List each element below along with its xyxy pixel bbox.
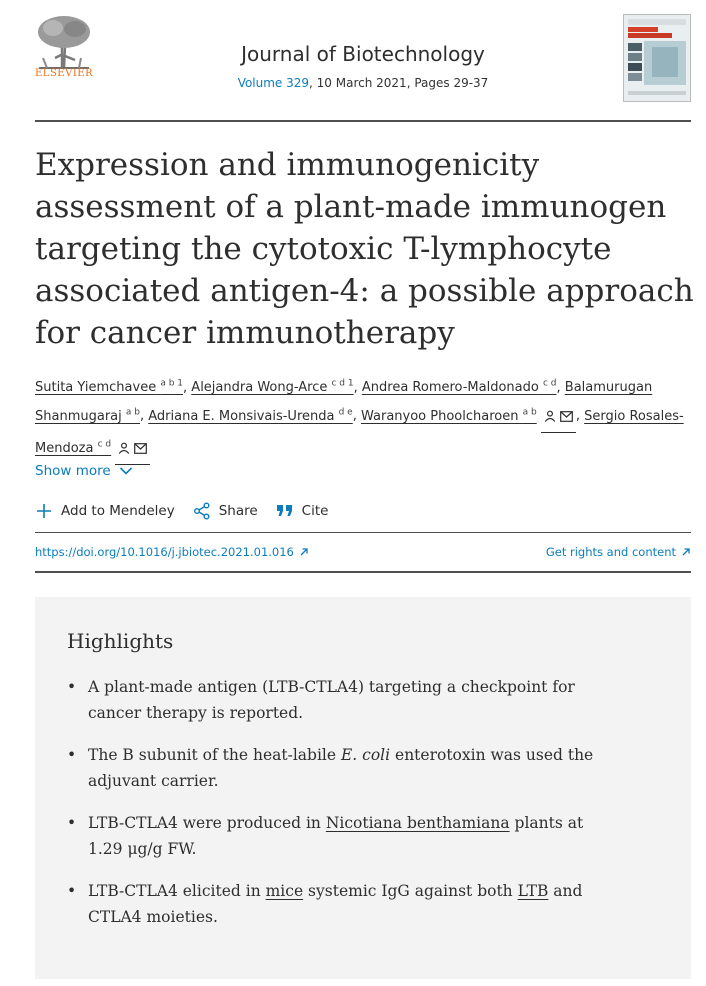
show-more-label: Show more [35,463,111,479]
journal-title[interactable]: Journal of Biotechnology [241,42,485,66]
cite-button[interactable] [276,503,329,519]
issue-info [35,76,691,90]
highlight-text: LTB-CTLA4 elicited in [88,882,266,900]
bullet-icon: • [67,814,77,832]
get-rights-link[interactable] [546,545,691,559]
add-to-mendeley-button[interactable] [35,502,175,520]
external-link-icon [681,547,691,557]
journal-cover-image[interactable] [623,14,691,102]
get-rights-label: Get rights and content [545,545,676,559]
author-name: Alejandra Wong-Arce [191,380,328,396]
show-more-button[interactable] [35,463,133,479]
envelope-icon [560,411,573,422]
author-separator: , [556,380,565,396]
highlight-text: enterotoxin was used the adjuvant carrier. [88,746,594,790]
cite-label: Cite [301,503,329,519]
author-name: Balamurugan Shanmugaraj [35,380,653,424]
author-list [35,372,691,465]
author-link[interactable] [35,380,183,395]
author-affiliation: c d [97,439,112,450]
links-divider [35,571,691,573]
highlight-text: A plant-made antigen (LTB-CTLA4) targeting a checkpoint for cancer therapy is reported. [88,678,575,722]
volume-link[interactable]: Volume 329 [237,76,310,90]
highlight-text: and CTLA4 moieties. [88,882,583,926]
actions-divider [35,532,691,533]
bullet-icon: • [67,882,77,900]
doi-link[interactable] [35,545,309,559]
highlights-panel [35,597,691,979]
add-to-mendeley-label: Add to Mendeley [61,503,175,519]
journal-header [35,12,691,108]
envelope-icon [134,443,147,454]
share-label: Share [218,503,258,519]
author-name: Sutita Yiemchavee [35,380,157,396]
doi-label: https://doi.org/10.1016/j.jbiotec.2021.01.016 [35,545,294,559]
author-affiliation: c d [542,379,557,389]
share-button[interactable] [193,502,258,520]
bullet-icon: • [67,746,77,764]
publisher-name: ELSEVIER [35,68,94,79]
highlights-list [67,674,597,946]
author-affiliation: d e [338,407,353,418]
topic-link[interactable]: mice [265,882,304,900]
author-link[interactable] [148,409,352,424]
external-link-icon [299,547,309,557]
species-name: E. coli [340,746,391,764]
topic-link[interactable]: Nicotiana benthamiana [325,814,510,832]
author-link[interactable] [191,380,353,395]
person-icon [118,442,130,454]
article-title: Expression and immunogenicity assessment of a plant-made immunogen targeting the cytotoxic T-lymphocyte associated antigen-4: a possible approach for cancer immunotherapy [35,147,694,351]
author-link[interactable] [361,409,537,424]
bullet-icon: • [67,678,77,696]
highlight-text: The B subunit of the heat-labile [88,746,341,764]
author-name: Adriana E. Monsivais-Urenda [148,408,335,424]
author-name: Andrea Romero-Maldonado [361,380,539,396]
author-affiliation: a b [125,407,140,418]
chevron-down-icon [119,466,133,476]
corresponding-author-icons[interactable] [115,439,150,465]
author-affiliation: c d 1 [331,379,354,389]
author-link[interactable] [362,380,557,395]
topic-link[interactable]: LTB [517,882,549,900]
author-separator: , [183,380,192,396]
share-icon [193,502,211,520]
highlight-item [67,742,597,794]
author-separator: , [352,408,361,424]
author-separator: , [139,408,149,424]
highlight-text: LTB-CTLA4 were produced in [88,814,326,832]
plus-icon [35,502,53,520]
person-icon [544,410,556,422]
highlight-item [67,674,597,726]
highlight-text: plants at 1.29 μg/g FW. [88,814,584,858]
highlight-text: systemic IgG against both [303,882,518,900]
author-name: Waranyoo Phoolcharoen [361,408,519,424]
author-affiliation: a b 1 [160,379,184,389]
highlight-item [67,878,597,930]
author-name: Sergio Rosales-Mendoza [35,408,684,456]
header-divider [35,120,691,122]
corresponding-author-icons[interactable] [541,407,576,433]
highlights-heading: Highlights [67,629,174,653]
quote-icon [276,503,294,519]
author-separator: , [575,408,585,424]
issue-details: , 10 March 2021, Pages 29-37 [309,76,489,90]
article-actions [35,502,346,520]
author-affiliation: a b [522,407,537,418]
highlight-item [67,810,597,862]
author-separator: , [353,380,362,396]
